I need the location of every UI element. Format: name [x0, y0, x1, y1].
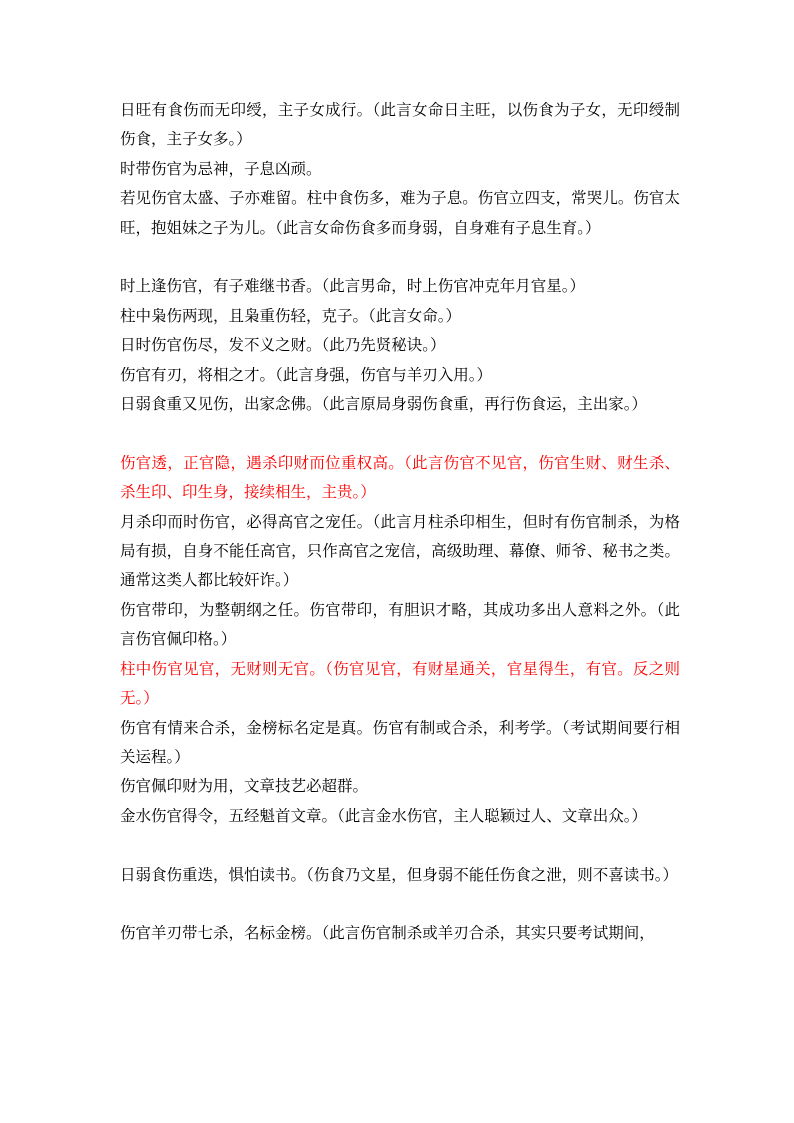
- paragraph-4: 时上逢伤官，有子难继书香。（此言男命，时上伤官冲克年月官星。）: [120, 277, 586, 296]
- paragraph-1: 日旺有食伤而无印绶，主子女成行。（此言女命日主旺，以伤食为子女，无印绶制伤食，主子女多。）: [120, 101, 680, 149]
- paragraph-16: 日弱食伤重迭，惧怕读书。（伤食乃文星，但身弱不能任伤食之泄，则不喜读书。）: [120, 865, 679, 884]
- paragraph-14: 伤官佩印财为用，文章技艺必超群。: [120, 777, 369, 796]
- blank-line: [120, 890, 680, 919]
- paragraph-15: 金水伤官得令，五经魁首文章。（此言金水伤官，主人聪颖过人、文章出众。）: [120, 806, 648, 825]
- paragraph-12-highlight: 柱中伤官见官，无财则无官。（伤官见官，有财星通关，官星得生，有官。反之则无。）: [120, 659, 680, 708]
- paragraph-17: 伤官羊刃带七杀，名标金榜。（此言伤官制杀或羊刃合杀，其实只要考试期间，: [120, 924, 655, 943]
- paragraph-7: 伤官有刃，将相之才。（此言身强，伤官与羊刃入用。）: [120, 365, 493, 384]
- blank-line: [120, 243, 680, 272]
- blank-line: [120, 831, 680, 860]
- blank-line: [120, 419, 680, 448]
- paragraph-8: 日弱食重又见伤，出家念佛。（此言原局身弱伤食重，再行伤食运，主出家。）: [120, 395, 648, 414]
- paragraph-6: 日时伤官伤尽，发不义之财。（此乃先贤秘诀。）: [120, 336, 446, 355]
- paragraph-5: 柱中枭伤两现，且枭重伤轻，克子。（此言女命。）: [120, 306, 462, 325]
- document-body: [120, 96, 680, 949]
- paragraph-2: 时带伤官为忌神，子息凶顽。: [120, 159, 322, 178]
- paragraph-10: 月杀印而时伤官，必得高官之宠任。（此言月柱杀印相生，但时有伤官制杀，为格局有损，自身不能任高官，只作高官之宠信，高级助理、幕僚、师爷、秘书之类。通常这类人都比较奸诈。）: [120, 512, 680, 590]
- paragraph-13: 伤官有情来合杀，金榜标名定是真。伤官有制或合杀，利考学。（考试期间要行相关运程。）: [120, 718, 680, 766]
- paragraph-3: 若见伤官太盛、子亦难留。柱中食伤多，难为子息。伤官立四支，常哭儿。伤官太旺，抱姐妹之子为儿。（此言女命伤食多而身弱，自身难有子息生育。）: [120, 189, 680, 237]
- paragraph-11: 伤官带印，为整朝纲之任。伤官带印，有胆识才略，其成功多出人意料之外。（此言伤官佩印格。）: [120, 600, 680, 649]
- paragraph-9-highlight: 伤官透，正官隐，遇杀印财而位重权高。（此言伤官不见官，伤官生财、财生杀、杀生印、印生身，接续相生，主贵。）: [120, 453, 680, 502]
